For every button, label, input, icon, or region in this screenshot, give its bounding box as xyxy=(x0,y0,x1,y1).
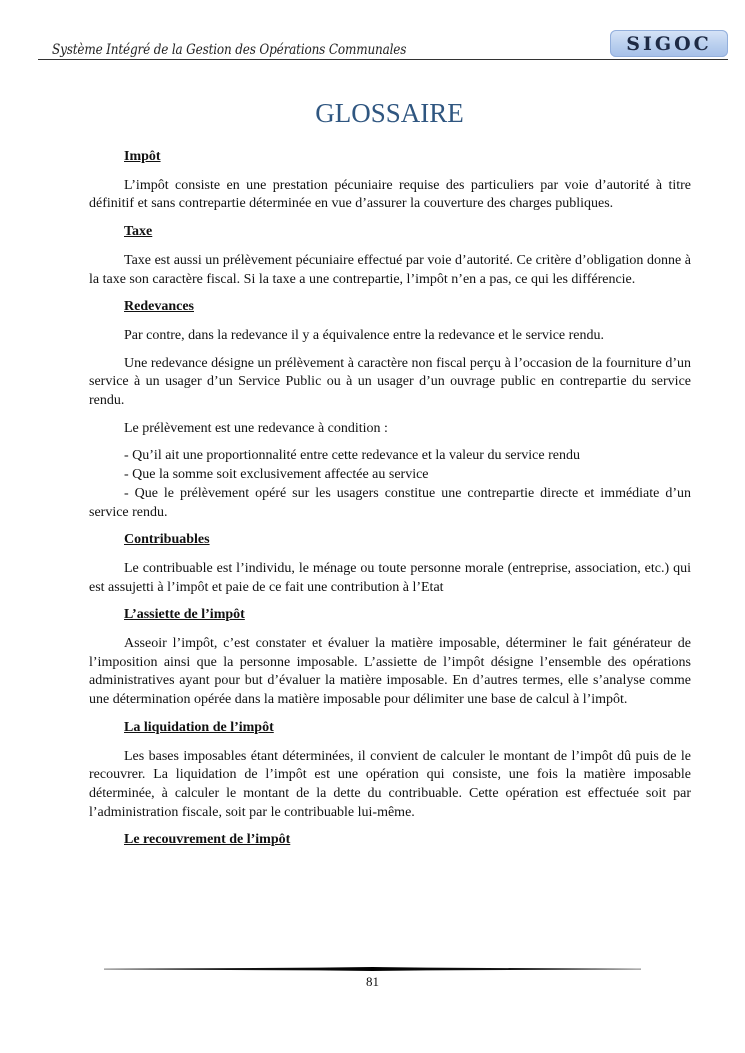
sigoc-logo xyxy=(610,30,728,57)
logo-text: SIGOC xyxy=(626,32,712,55)
heading-assiette: L’assiette de l’impôt xyxy=(124,607,245,623)
heading-contribuables: Contribuables xyxy=(124,532,210,548)
page-number: 81 xyxy=(366,974,379,989)
condition-item-1: - Qu’il ait une proportionnalité entre cette redevance et la valeur du service rendu xyxy=(124,448,580,464)
paragraph-contribuables: Le contribuable est l’individu, le ménage ou toute personne morale (entreprise, association, etc.) qui est assujetti à l’impôt et paie de ce fait une contribution à l’Etat xyxy=(89,560,691,595)
footer-divider xyxy=(104,967,641,971)
condition-item-2: - Que la somme soit exclusivement affectée au service xyxy=(124,467,429,483)
heading-impot: Impôt xyxy=(124,149,161,164)
glossary-content xyxy=(89,148,691,860)
paragraph-impot: L’impôt consiste en une prestation pécuniaire requise des particuliers par voie d’autorité à titre définitif et sans contrepartie déterminée en vue d’assurer la couverture des charges publiques. xyxy=(89,177,691,212)
header-title: Système Intégré de la Gestion des Opérations Communales xyxy=(52,42,407,58)
paragraph-assiette: Asseoir l’impôt, c’est constater et évaluer la matière imposable, déterminer le fait générateur de l’imposition ainsi que la personne imposable. L’assiette de l’impôt désigne l’ensemble des opérations administratives ayant pour but d’évaluer la matière imposable. En d’autres termes, elle s’analyse comme une détermination opérée dans la matière imposable pour délimiter une base de calcul à l’impôt. xyxy=(89,636,691,708)
heading-liquidation: La liquidation de l’impôt xyxy=(124,719,274,735)
paragraph-liquidation: Les bases imposables étant déterminées, il convient de calculer le montant de l’impôt dû puis de le recouvrer. La liquidation de l’impôt est une opération qui consiste, une fois la matière imposable déterminée, à calculer le montant de la dette du contribuable. Cette opération est effectuée soit par l’administration fiscale, soit par le contribuable lui-même. xyxy=(89,748,691,820)
heading-taxe: Taxe xyxy=(124,224,153,240)
condition-item-3: - Que le prélèvement opéré sur les usagers constitue une contrepartie directe et immédiate d’un service rendu. xyxy=(89,485,691,520)
paragraph-redevances-3: Le prélèvement est une redevance à condition : xyxy=(124,420,388,436)
heading-redevances: Redevances xyxy=(124,299,194,315)
paragraph-taxe: Taxe est aussi un prélèvement pécuniaire effectué par voie d’autorité. Ce critère d’obligation donne à la taxe son caractère fiscal. Si la taxe a une contrepartie, l’impôt n’en a pas, ce qui les différencie. xyxy=(89,252,691,287)
paragraph-redevances-2: Une redevance désigne un prélèvement à caractère non fiscal perçu à l’occasion de la fourniture d’un service à un usager d’un Service Public ou à un usager d’un ouvrage public en contrepartie du service rendu. xyxy=(89,355,691,409)
heading-recouvrement: Le recouvrement de l’impôt xyxy=(124,832,291,848)
paragraph-redevances-1: Par contre, dans la redevance il y a équivalence entre la redevance et le service rendu. xyxy=(124,327,605,343)
page-header xyxy=(0,0,745,70)
page-title: GLOSSAIRE xyxy=(315,98,464,128)
header-divider xyxy=(38,59,728,60)
